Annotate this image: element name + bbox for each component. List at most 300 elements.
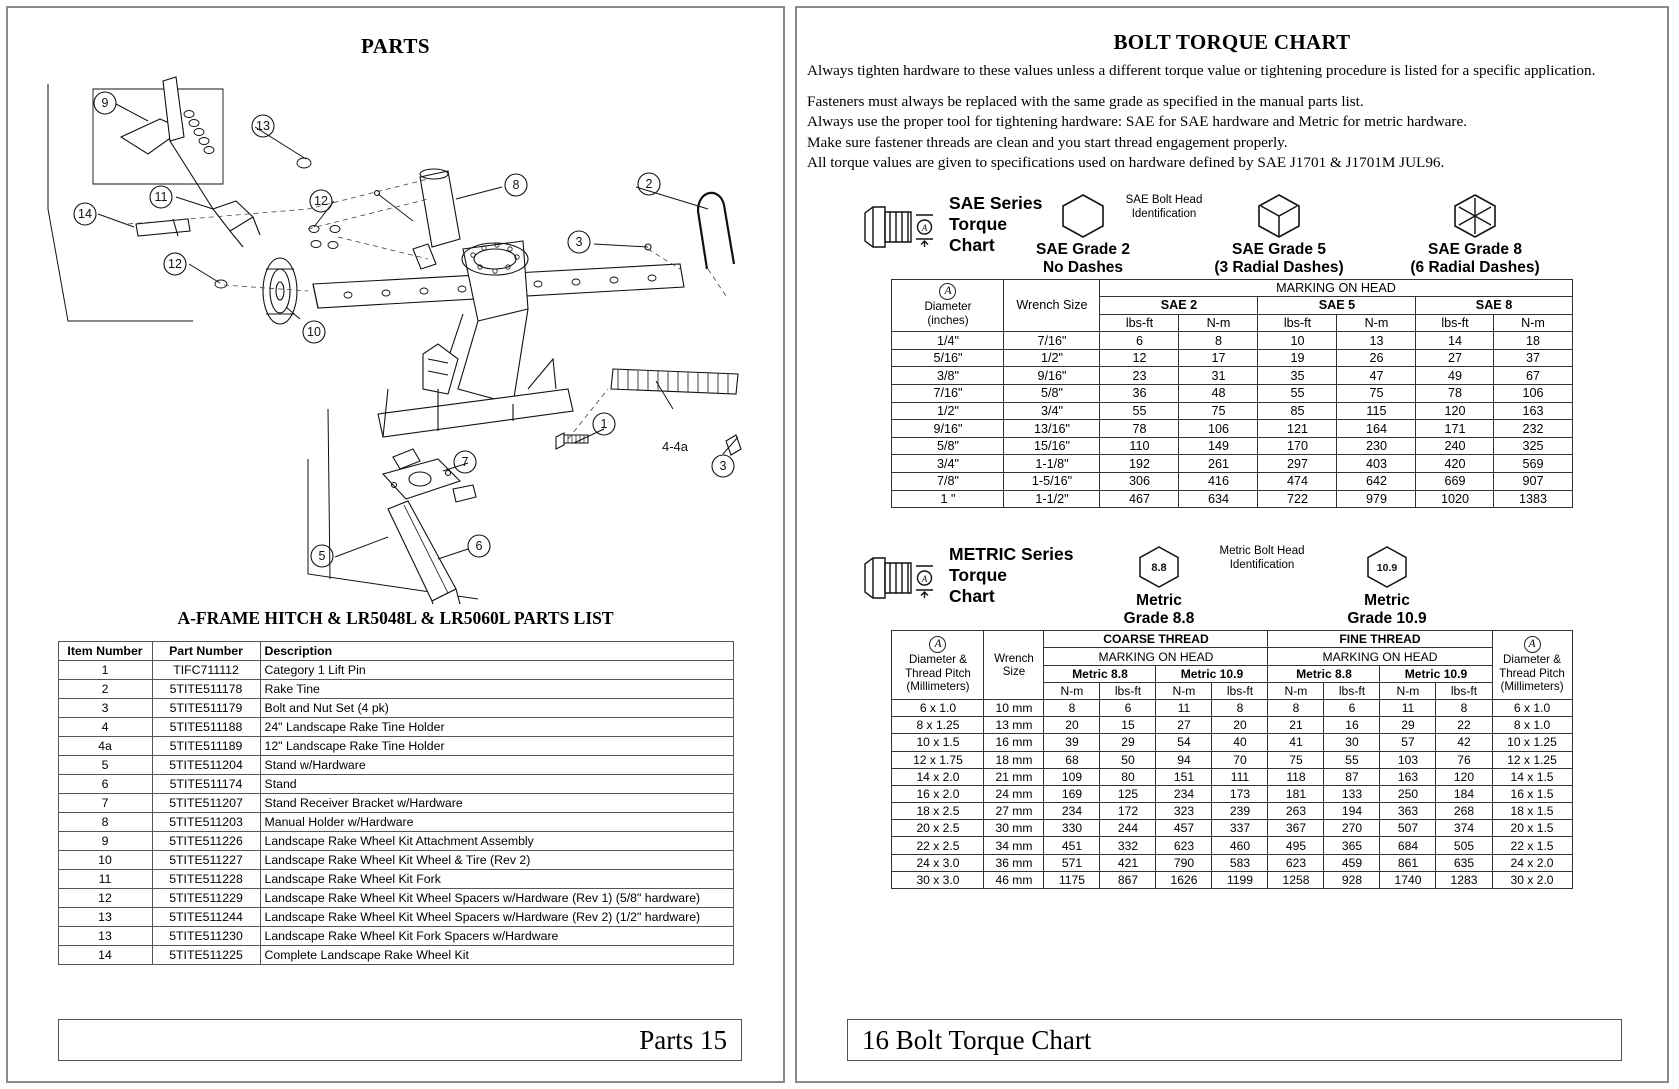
metric-cell-pitch2: 24 x 2.0 [1492,854,1572,871]
metric-cell-wrench: 18 mm [984,751,1044,768]
metric-cell-c88-lbsft: 867 [1100,871,1156,888]
sae-series-header [797,187,1667,279]
metric-cell-f109-lbsft: 120 [1436,768,1492,785]
part-description: Landscape Rake Wheel Kit Attachment Assembly [260,832,733,851]
sae-cell-sae5-lbsft: 121 [1258,420,1337,438]
sae-cell-sae5-nm: 13 [1337,332,1416,350]
svg-text:3: 3 [575,235,583,249]
metric-cell-pitch: 6 x 1.0 [892,699,984,716]
sae-cell-sae5-nm: 47 [1337,367,1416,385]
metric-fine-grade-109: Metric 10.9 [1380,665,1492,682]
sae-cell-sae8-lbsft: 1020 [1416,490,1494,508]
metric-cell-f88-nm: 495 [1268,837,1324,854]
svg-text:12: 12 [168,257,182,271]
sae-cell-wrench: 1-1/2" [1004,490,1100,508]
sae-cell-sae8-nm: 907 [1494,473,1572,491]
metric-cell-pitch2: 14 x 1.5 [1492,768,1572,785]
sae-cell-diameter: 1 " [892,490,1004,508]
sae-cell-wrench: 1-1/8" [1004,455,1100,473]
metric-cell-f88-lbsft: 30 [1324,734,1380,751]
metric-unit-c88-lbsft: lbs-ft [1100,682,1156,699]
sae-cell-wrench: 3/4" [1004,402,1100,420]
sae-grade-8-block [1385,191,1565,277]
metric-cell-f88-lbsft: 459 [1324,854,1380,871]
table-header-row [58,642,733,661]
metric-diameter-line-1: Diameter & [908,653,967,667]
sae-grade-group-1: SAE 5 [1258,297,1416,315]
sae-cell-sae8-lbsft: 420 [1416,455,1494,473]
part-description: Manual Holder w/Hardware [260,813,733,832]
metric-cell-c109-nm: 790 [1156,854,1212,871]
metric-cell-f109-nm: 11 [1380,699,1436,716]
metric-series-line-3: Chart [949,586,995,607]
svg-text:11: 11 [154,190,168,204]
parts-list-table [58,641,734,965]
table-row [58,756,733,775]
sae-grade-5-hex-icon [1189,191,1369,241]
metric-cell-c88-lbsft: 332 [1100,837,1156,854]
part-number: 5TITE511179 [152,699,260,718]
metric-coarse-thread-header: COARSE THREAD [1044,631,1268,648]
metric-cell-c88-lbsft: 15 [1100,717,1156,734]
part-item-number: 5 [58,756,152,775]
metric-cell-c109-lbsft: 173 [1212,785,1268,802]
bolt-torque-title: BOLT TORQUE CHART [1113,30,1351,54]
part-description: Stand [260,775,733,794]
parts-exploded-diagram [8,59,787,604]
metric-cell-f88-lbsft: 16 [1324,717,1380,734]
sae-cell-sae8-nm: 1383 [1494,490,1572,508]
metric-diameter-right-line-3: (Millimeters) [1500,680,1564,694]
table-row [58,946,733,965]
sae-cell-sae2-lbsft: 23 [1100,367,1179,385]
sae-cell-sae8-lbsft: 27 [1416,349,1494,367]
sae-torque-row [892,402,1572,420]
part-description: Bolt and Nut Set (4 pk) [260,699,733,718]
metric-cell-c109-nm: 623 [1156,837,1212,854]
sae-cell-wrench: 7/16" [1004,332,1100,350]
diameter-a-symbol-icon: A [939,283,956,300]
sae-cell-sae5-lbsft: 170 [1258,437,1337,455]
sae-cell-sae2-lbsft: 306 [1100,473,1179,491]
table-row [58,775,733,794]
sae-cell-sae8-nm: 37 [1494,349,1572,367]
sae-grade-2-line-2: No Dashes [1042,258,1124,276]
part-description: 12" Landscape Rake Tine Holder [260,737,733,756]
metric-cell-wrench: 13 mm [984,717,1044,734]
metric-cell-pitch2: 22 x 1.5 [1492,837,1572,854]
sae-grade-2-block [993,191,1173,277]
metric-cell-c109-lbsft: 1199 [1212,871,1268,888]
sae-torque-row [892,455,1572,473]
bolt-torque-footer-label: 16 Bolt Torque Chart [862,1024,1092,1055]
sae-cell-sae2-nm: 106 [1179,420,1258,438]
sae-cell-sae8-nm: 325 [1494,437,1572,455]
svg-text:10: 10 [307,325,321,339]
metric-cell-c88-nm: 20 [1044,717,1100,734]
svg-text:A: A [921,222,928,233]
metric-cell-f109-lbsft: 374 [1436,820,1492,837]
metric-cell-f88-nm: 21 [1268,717,1324,734]
metric-torque-row [892,820,1572,837]
metric-cell-pitch: 14 x 2.0 [892,768,984,785]
metric-cell-f109-lbsft: 635 [1436,854,1492,871]
intro-paragraph-2: Fasteners must always be replaced with the same grade as specified in the manual parts list. [807,92,1364,110]
metric-unit-c88-nm: N-m [1044,682,1100,699]
sae-cell-sae5-nm: 403 [1337,455,1416,473]
metric-cell-f109-lbsft: 268 [1436,803,1492,820]
metric-cell-c109-nm: 27 [1156,717,1212,734]
metric-cell-f88-nm: 1258 [1268,871,1324,888]
metric-series-line-1: METRIC Series [949,544,1074,565]
metric-id-note-line-1: Metric Bolt Head [1219,545,1305,558]
svg-text:5: 5 [318,549,326,563]
metric-unit-c109-nm: N-m [1156,682,1212,699]
sae-cell-sae2-nm: 149 [1179,437,1258,455]
part-item-number: 14 [58,946,152,965]
exploded-view-svg [8,59,787,604]
sae-unit-2-nm: N-m [1494,314,1572,332]
metric-cell-f88-lbsft: 270 [1324,820,1380,837]
metric-cell-c88-lbsft: 421 [1100,854,1156,871]
metric-series-label [949,544,1073,607]
intro-paragraph-5: All torque values are given to specifications used on hardware defined by SAE J1701 & J1701M JUL96. [807,154,1445,171]
metric-marking-on-head-fine: MARKING ON HEAD [1268,648,1492,665]
sae-series-line-1: SAE Series [949,192,1043,213]
metric-cell-c88-nm: 39 [1044,734,1100,751]
svg-text:A: A [921,574,928,585]
table-row [58,661,733,680]
metric-cell-f109-nm: 363 [1380,803,1436,820]
metric-series-header [797,538,1667,630]
metric-cell-pitch: 8 x 1.25 [892,717,984,734]
page-footer-band [58,1019,742,1061]
metric-grade-109-line-2: Grade 10.9 [1347,610,1427,628]
sae-torque-row [892,490,1572,508]
metric-cell-f88-lbsft: 55 [1324,751,1380,768]
sae-cell-sae2-nm: 17 [1179,349,1258,367]
part-number: 5TITE511204 [152,756,260,775]
sae-series-line-3: Chart [949,234,995,255]
metric-wrench-line-1: Wrench [994,651,1034,665]
metric-cell-c88-nm: 68 [1044,751,1100,768]
metric-cell-c109-lbsft: 20 [1212,717,1268,734]
metric-cell-f109-lbsft: 76 [1436,751,1492,768]
sae-cell-sae2-lbsft: 55 [1100,402,1179,420]
metric-cell-f109-nm: 57 [1380,734,1436,751]
part-number: 5TITE511225 [152,946,260,965]
part-item-number: 3 [58,699,152,718]
metric-cell-c109-lbsft: 70 [1212,751,1268,768]
metric-diameter-line-2: Thread Pitch [905,666,971,680]
metric-cell-c109-lbsft: 583 [1212,854,1268,871]
metric-cell-f109-lbsft: 505 [1436,837,1492,854]
svg-text:3: 3 [719,459,727,473]
sae-cell-sae8-nm: 569 [1494,455,1572,473]
sae-cell-sae8-lbsft: 78 [1416,385,1494,403]
part-item-number: 13 [58,908,152,927]
metric-cell-wrench: 21 mm [984,768,1044,785]
metric-cell-c109-lbsft: 337 [1212,820,1268,837]
sae-unit-1-nm: N-m [1337,314,1416,332]
metric-cell-pitch2: 30 x 2.0 [1492,871,1572,888]
metric-cell-c88-nm: 234 [1044,803,1100,820]
page-title: PARTS [360,34,431,58]
metric-cell-wrench: 46 mm [984,871,1044,888]
part-description: Landscape Rake Wheel Kit Wheel & Tire (Rev 2) [260,851,733,870]
metric-fine-grade-88: Metric 8.8 [1268,665,1380,682]
sae-cell-sae5-lbsft: 10 [1258,332,1337,350]
metric-cell-c109-nm: 323 [1156,803,1212,820]
sae-torque-row [892,385,1572,403]
metric-unit-c109-lbsft: lbs-ft [1212,682,1268,699]
metric-cell-c88-nm: 571 [1044,854,1100,871]
metric-cell-f88-nm: 75 [1268,751,1324,768]
part-item-number: 4a [58,737,152,756]
sae-cell-sae5-nm: 75 [1337,385,1416,403]
sae-cell-sae2-lbsft: 192 [1100,455,1179,473]
sae-cell-sae5-nm: 979 [1337,490,1416,508]
part-item-number: 10 [58,851,152,870]
metric-cell-c88-lbsft: 29 [1100,734,1156,751]
metric-series-line-2: Torque [949,565,1008,586]
bolt-diameter-icon [859,199,937,262]
metric-cell-f88-nm: 623 [1268,854,1324,871]
sae-grade-group-2: SAE 8 [1416,297,1572,315]
part-item-number: 6 [58,775,152,794]
metric-diameter-right-line-2: Thread Pitch [1499,666,1565,680]
metric-cell-f88-nm: 41 [1268,734,1324,751]
parts-column-header-0: Item Number [58,642,152,661]
part-description: Landscape Rake Wheel Kit Wheel Spacers w/Hardware (Rev 1) (5/8" hardware) [260,889,733,908]
metric-torque-row [892,751,1572,768]
part-description: Stand w/Hardware [260,756,733,775]
svg-text:4-4a: 4-4a [661,439,689,454]
page-footer-label: Parts 15 [639,1024,727,1055]
metric-cell-f88-lbsft: 6 [1324,699,1380,716]
table-row [58,680,733,699]
metric-cell-wrench: 36 mm [984,854,1044,871]
sae-cell-sae2-nm: 261 [1179,455,1258,473]
metric-cell-c88-nm: 109 [1044,768,1100,785]
sae-cell-sae2-lbsft: 36 [1100,385,1179,403]
table-row [58,794,733,813]
part-item-number: 7 [58,794,152,813]
metric-cell-f109-nm: 163 [1380,768,1436,785]
part-description: Complete Landscape Rake Wheel Kit [260,946,733,965]
parts-page [6,6,785,1083]
metric-torque-row [892,785,1572,802]
metric-cell-c109-lbsft: 111 [1212,768,1268,785]
metric-id-note-line-2: Identification [1229,559,1295,572]
metric-grade-109-hex-icon [1297,542,1477,592]
metric-cell-pitch2: 16 x 1.5 [1492,785,1572,802]
metric-cell-f109-lbsft: 1283 [1436,871,1492,888]
metric-marking-on-head-coarse: MARKING ON HEAD [1044,648,1268,665]
part-number: 5TITE511178 [152,680,260,699]
part-description: Category 1 Lift Pin [260,661,733,680]
metric-cell-f109-nm: 29 [1380,717,1436,734]
metric-cell-f109-nm: 103 [1380,751,1436,768]
sae-cell-sae8-lbsft: 240 [1416,437,1494,455]
svg-text:12: 12 [314,194,328,208]
sae-cell-sae8-nm: 232 [1494,420,1572,438]
table-row [58,927,733,946]
metric-wrench-size-header-cell [984,631,1044,700]
svg-text:8: 8 [512,178,520,192]
metric-cell-c88-nm: 169 [1044,785,1100,802]
sae-cell-diameter: 9/16" [892,420,1004,438]
metric-cell-f88-nm: 367 [1268,820,1324,837]
metric-diameter-header-cell [892,631,984,700]
metric-cell-c88-nm: 451 [1044,837,1100,854]
metric-cell-c88-lbsft: 172 [1100,803,1156,820]
metric-cell-f88-lbsft: 365 [1324,837,1380,854]
metric-cell-c88-lbsft: 80 [1100,768,1156,785]
sae-cell-wrench: 13/16" [1004,420,1100,438]
metric-cell-pitch2: 20 x 1.5 [1492,820,1572,837]
metric-diameter-a-symbol-icon-right: A [1524,636,1541,653]
metric-cell-c88-lbsft: 125 [1100,785,1156,802]
sae-grade-group-0: SAE 2 [1100,297,1258,315]
sae-cell-sae5-lbsft: 35 [1258,367,1337,385]
metric-torque-row [892,854,1572,871]
metric-fine-thread-header: FINE THREAD [1268,631,1492,648]
metric-cell-pitch: 10 x 1.5 [892,734,984,751]
metric-cell-f109-nm: 507 [1380,820,1436,837]
sae-cell-sae5-lbsft: 55 [1258,385,1337,403]
metric-unit-f88-nm: N-m [1268,682,1324,699]
sae-grade-2-line-1: SAE Grade 2 [1036,240,1130,258]
metric-cell-pitch: 16 x 2.0 [892,785,984,802]
sae-series-line-2: Torque [949,213,1008,234]
sae-cell-diameter: 5/8" [892,437,1004,455]
sae-id-note-line-1: SAE Bolt Head [1125,193,1203,206]
metric-cell-wrench: 27 mm [984,803,1044,820]
sae-diameter-line-1: Diameter [924,300,972,314]
sae-diameter-header-cell [892,279,1004,332]
sae-cell-wrench: 15/16" [1004,437,1100,455]
parts-column-header-1: Part Number [152,642,260,661]
svg-text:8.8: 8.8 [1151,562,1167,575]
table-row [58,718,733,737]
metric-cell-c88-nm: 330 [1044,820,1100,837]
part-item-number: 1 [58,661,152,680]
metric-cell-wrench: 10 mm [984,699,1044,716]
sae-cell-sae2-lbsft: 78 [1100,420,1179,438]
metric-cell-c109-lbsft: 239 [1212,803,1268,820]
sae-cell-sae5-lbsft: 474 [1258,473,1337,491]
svg-text:6: 6 [475,539,483,553]
metric-cell-f109-lbsft: 8 [1436,699,1492,716]
metric-cell-c88-lbsft: 50 [1100,751,1156,768]
part-item-number: 4 [58,718,152,737]
metric-cell-f109-nm: 1740 [1380,871,1436,888]
metric-cell-c109-nm: 54 [1156,734,1212,751]
sae-marking-on-head-row [892,279,1572,297]
sae-torque-row [892,332,1572,350]
part-number: 5TITE511228 [152,870,260,889]
part-item-number: 8 [58,813,152,832]
table-row [58,889,733,908]
metric-cell-f88-lbsft: 928 [1324,871,1380,888]
svg-text:14: 14 [78,207,92,221]
metric-cell-f109-lbsft: 22 [1436,717,1492,734]
metric-cell-c88-lbsft: 6 [1100,699,1156,716]
metric-cell-wrench: 30 mm [984,820,1044,837]
metric-cell-c109-lbsft: 8 [1212,699,1268,716]
part-number: 5TITE511174 [152,775,260,794]
sae-torque-row [892,473,1572,491]
metric-cell-c88-nm: 8 [1044,699,1100,716]
metric-torque-row [892,837,1572,854]
bolt-torque-footer-band [847,1019,1622,1061]
table-row [58,851,733,870]
intro-paragraph-3: Always use the proper tool for tightening hardware: SAE for SAE hardware and Metric for metric hardware. [807,113,1468,130]
metric-unit-f109-lbsft: lbs-ft [1436,682,1492,699]
sae-cell-sae5-lbsft: 297 [1258,455,1337,473]
metric-cell-f88-lbsft: 133 [1324,785,1380,802]
sae-cell-sae5-nm: 642 [1337,473,1416,491]
metric-cell-wrench: 34 mm [984,837,1044,854]
metric-cell-f109-lbsft: 42 [1436,734,1492,751]
metric-diameter-right-line-1: Diameter & [1503,653,1562,667]
part-description: Landscape Rake Wheel Kit Fork Spacers w/Hardware [260,927,733,946]
sae-cell-sae8-lbsft: 171 [1416,420,1494,438]
metric-cell-c109-nm: 1626 [1156,871,1212,888]
sae-grade-5-block [1189,191,1369,277]
sae-cell-sae5-lbsft: 85 [1258,402,1337,420]
sae-cell-sae8-lbsft: 669 [1416,473,1494,491]
sae-cell-sae5-nm: 230 [1337,437,1416,455]
sae-cell-sae2-lbsft: 6 [1100,332,1179,350]
part-number: 5TITE511203 [152,813,260,832]
metric-cell-c109-nm: 11 [1156,699,1212,716]
metric-torque-table [891,630,1572,889]
metric-torque-row [892,871,1572,888]
metric-unit-f109-nm: N-m [1380,682,1436,699]
sae-cell-sae2-nm: 48 [1179,385,1258,403]
sae-cell-sae8-lbsft: 49 [1416,367,1494,385]
sae-grade-8-line-1: SAE Grade 8 [1428,240,1522,258]
table-row [58,908,733,927]
sae-cell-sae2-nm: 634 [1179,490,1258,508]
sae-cell-sae2-lbsft: 110 [1100,437,1179,455]
sae-cell-sae2-nm: 416 [1179,473,1258,491]
sae-cell-sae8-lbsft: 120 [1416,402,1494,420]
metric-grade-88-line-2: Grade 8.8 [1123,610,1195,628]
metric-wrench-line-2: Size [1002,665,1026,679]
metric-cell-pitch: 12 x 1.75 [892,751,984,768]
metric-cell-f88-nm: 118 [1268,768,1324,785]
metric-cell-pitch: 30 x 3.0 [892,871,984,888]
sae-cell-sae2-nm: 31 [1179,367,1258,385]
sae-diameter-line-2: (inches) [927,313,969,327]
svg-text:9: 9 [101,96,109,110]
sae-torque-row [892,367,1572,385]
part-description: Stand Receiver Bracket w/Hardware [260,794,733,813]
sae-cell-diameter: 7/8" [892,473,1004,491]
part-item-number: 2 [58,680,152,699]
table-row [58,870,733,889]
part-item-number: 9 [58,832,152,851]
metric-unit-f88-lbsft: lbs-ft [1324,682,1380,699]
metric-diameter-header-cell-right [1492,631,1572,700]
metric-cell-pitch2: 8 x 1.0 [1492,717,1572,734]
sae-cell-diameter: 5/16" [892,349,1004,367]
sae-cell-sae2-nm: 8 [1179,332,1258,350]
sae-cell-wrench: 9/16" [1004,367,1100,385]
